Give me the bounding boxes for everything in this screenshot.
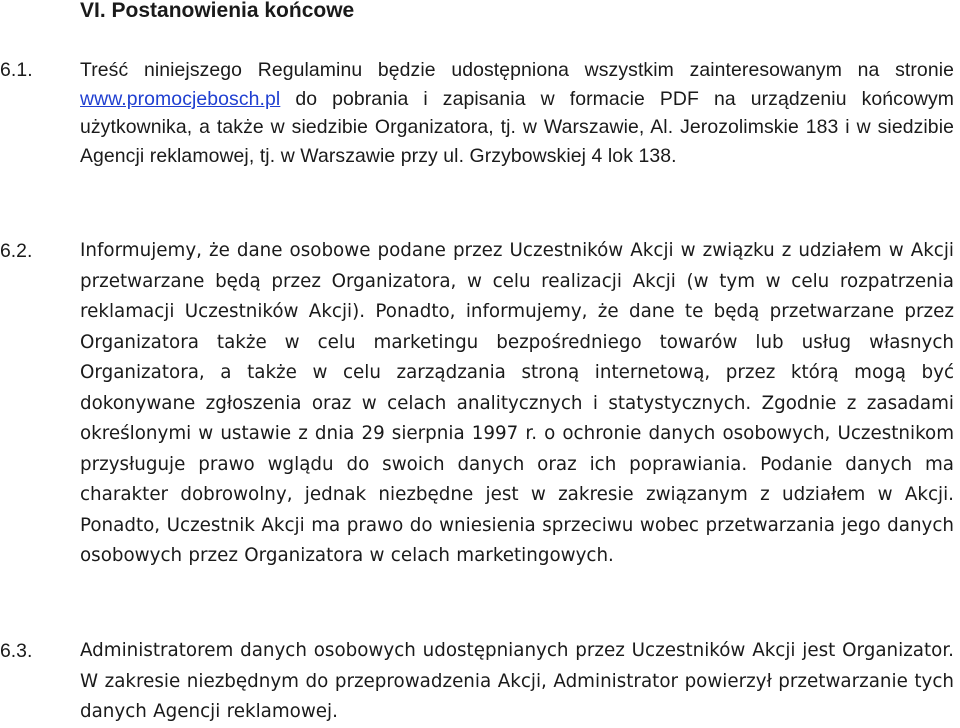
section-heading: VI. Postanowienia końcowe (80, 0, 355, 22)
paragraph-text: Informujemy, że dane osobowe podane przez Uczestników Akcji w związku z udziałem w Akcji przetwarzane będą przez Organizatora, w celu realizacji Akcji (w tym w celu rozpatrzenia reklamacji Uczestników Akcji). Ponadto, informujemy, że dane te będą przetwarzane przez Organizatora także w celu marketingu bezpośredniego towarów lub usług własnych Organizatora, a także w celu zarządzania stroną internetową, przez którą mogą być dokonywane zgłoszenia oraz w celach analitycznych i statystycznych. Zgodnie z zasadami określonymi w ustawie z dnia 29 sierpnia 1997 r. o ochronie danych osobowych, Uczestnikom przysługuje prawo wglądu do swoich danych oraz ich poprawiania. Podanie danych ma charakter dobrowolny, jednak niezbędne jest w zakresie związanym z udziałem w Akcji. Ponadto, Uczestnik Akcji ma prawo do wniesienia sprzeciwu wobec przetwarzania jego danych osobowych przez Organizatora w celach marketingowych. (80, 240, 954, 566)
paragraph-number: 6.3. (0, 640, 33, 662)
paragraph-number: 6.1. (0, 59, 33, 81)
promo-website-link[interactable]: www.promocjebosch.pl (80, 87, 281, 110)
paragraph-text-before-link: Treść niniejszego Regulaminu będzie udostępniona wszystkim zainteresowanym na stronie (80, 59, 954, 81)
paragraph-text: Administratorem danych osobowych udostępnianych przez Uczestników Akcji jest Organizator. W zakresie niezbędnym do przeprowadzenia Akcji, Administrator powierzył przetwarzanie tych danych Agencji reklamowej. (80, 640, 954, 722)
paragraph-text (80, 56, 954, 171)
paragraph-text-after-link: do pobrania i zapisania w formacie PDF na urządzeniu końcowym użytkownika, a także w siedzibie Organizatora, tj. w Warszawie, Al. Jerozolimskie 183 i w siedzibie Agencji reklamowej, tj. w Warszawie przy ul. Grzybowskiej 4 lok 138. (80, 87, 954, 168)
paragraph-number: 6.2. (0, 240, 33, 262)
